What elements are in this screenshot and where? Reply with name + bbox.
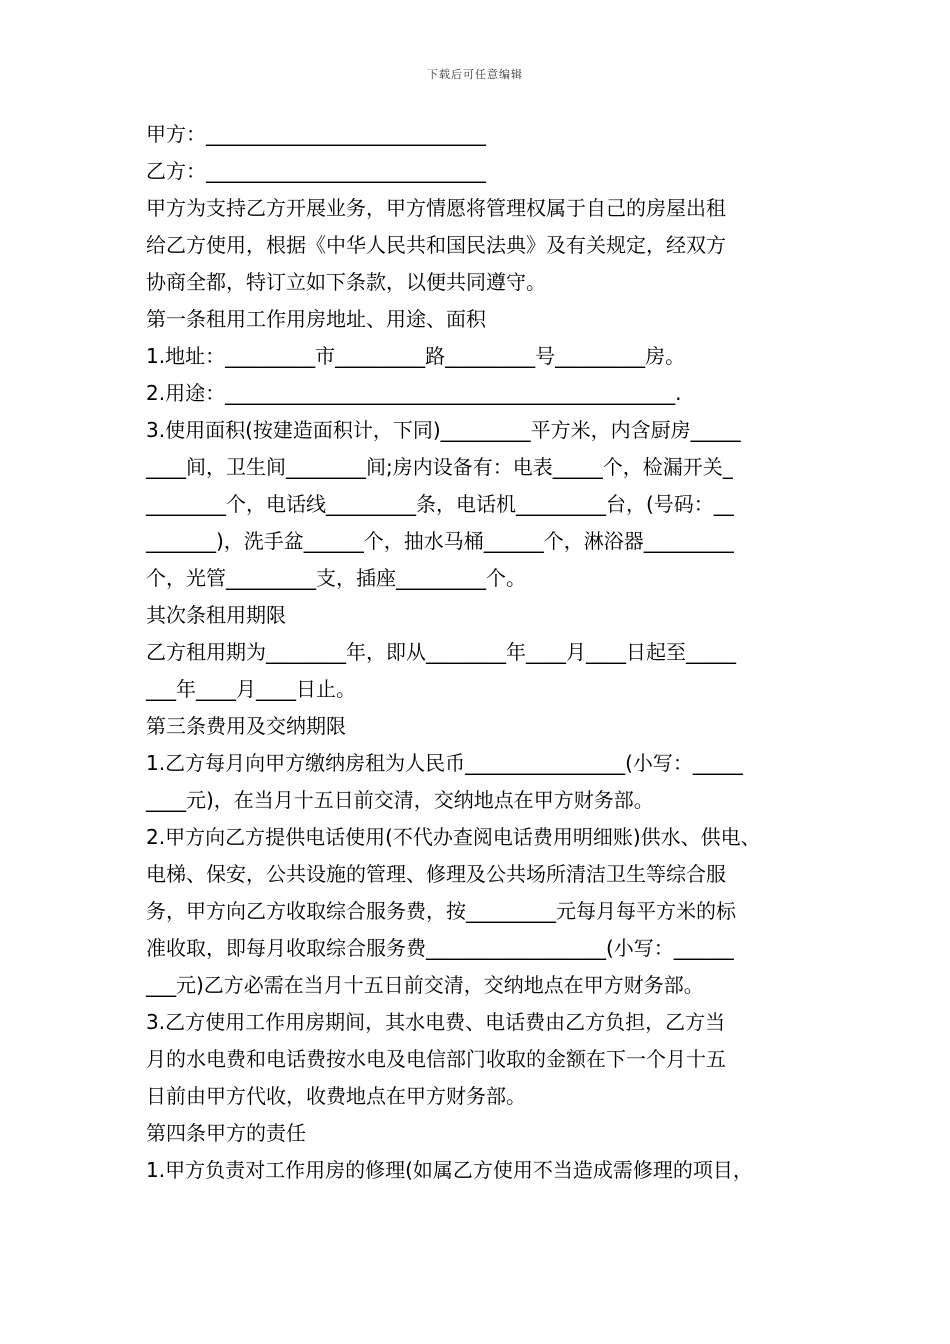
document-body: [146, 116, 810, 1189]
article-3-rent-line: 1.乙方每月向甲方缴纳房租为人民币________________(小写：_____: [146, 751, 743, 775]
article-1-area-line: 3.使用面积(按建造面积计，下同)_________平方米，内含厨房_____: [146, 418, 741, 442]
article-3-service-line: 电梯、保安，公共设施的管理、修理及公共场所清洁卫生等综合服: [146, 862, 726, 886]
article-1-purpose: 2.用途：_____________________________________________.: [146, 381, 682, 405]
article-3-rent-line: ____元)，在当月十五日前交清，交纳地点在甲方财务部。: [146, 788, 654, 812]
article-1-area-line: ____间，卫生间________间;房内设备有：电表_____个，检漏开关_: [146, 455, 733, 479]
article-3-utilities-line: 月的水电费和电话费按水电及电信部门收取的金额在下一个月十五: [146, 1047, 726, 1071]
article-3-utilities-line: 3.乙方使用工作用房期间，其水电费、电话费由乙方负担，乙方当: [146, 1010, 726, 1034]
article-1-address: 1.地址：_________市_________路_________号_________房。: [146, 344, 686, 368]
article-1-area-line: _______)，洗手盆______个，抽水马桶______个，淋浴器_________: [146, 529, 734, 553]
article-1-area-line: ________个，电话线_________条，电话机_________台，(号码：__: [146, 492, 734, 516]
article-1-area-line: 个，光管_________支，插座_________个。: [146, 566, 526, 590]
article-3-utilities-line: 日前由甲方代收，收费地点在甲方财务部。: [146, 1084, 526, 1108]
preamble-line: 协商全都，特订立如下条款，以便共同遵守。: [146, 270, 546, 294]
article-3-service-line: 准收取，即每月收取综合服务费__________________(小写：______: [146, 936, 734, 960]
article-4-repair-line: 1.甲方负责对工作用房的修理(如属乙方使用不当造成需修理的项目，: [146, 1158, 753, 1182]
preamble-line: 甲方为支持乙方开展业务，甲方情愿将管理权属于自己的房屋出租: [146, 196, 726, 220]
article-4-heading: 第四条甲方的责任: [146, 1121, 306, 1145]
article-1-heading: 第一条租用工作用房地址、用途、面积: [146, 307, 486, 331]
page-header-note: 下载后可任意编辑: [427, 68, 523, 81]
article-3-service-line: ___元)乙方必需在当月十五日前交清，交纳地点在甲方财务部。: [146, 973, 704, 997]
article-2-term-line: ___年____月____日止。: [146, 677, 356, 701]
article-2-term-line: 乙方租用期为________年，即从________年____月____日起至_____: [146, 640, 736, 664]
article-3-heading: 第三条费用及交纳期限: [146, 714, 346, 738]
article-3-service-line: 2.甲方向乙方提供电话使用(不代办查阅电话费用明细账)供水、供电、: [146, 825, 761, 849]
article-2-heading: 其次条租用期限: [146, 603, 286, 627]
article-3-service-line: 务，甲方向乙方收取综合服务费，按_________元每月每平方米的标: [146, 899, 736, 923]
preamble-line: 给乙方使用，根据《中华人民共和国民法典》及有关规定，经双方: [146, 233, 726, 257]
party-b-line: 乙方：____________________________: [146, 159, 486, 183]
party-a-line: 甲方：____________________________: [146, 122, 486, 146]
